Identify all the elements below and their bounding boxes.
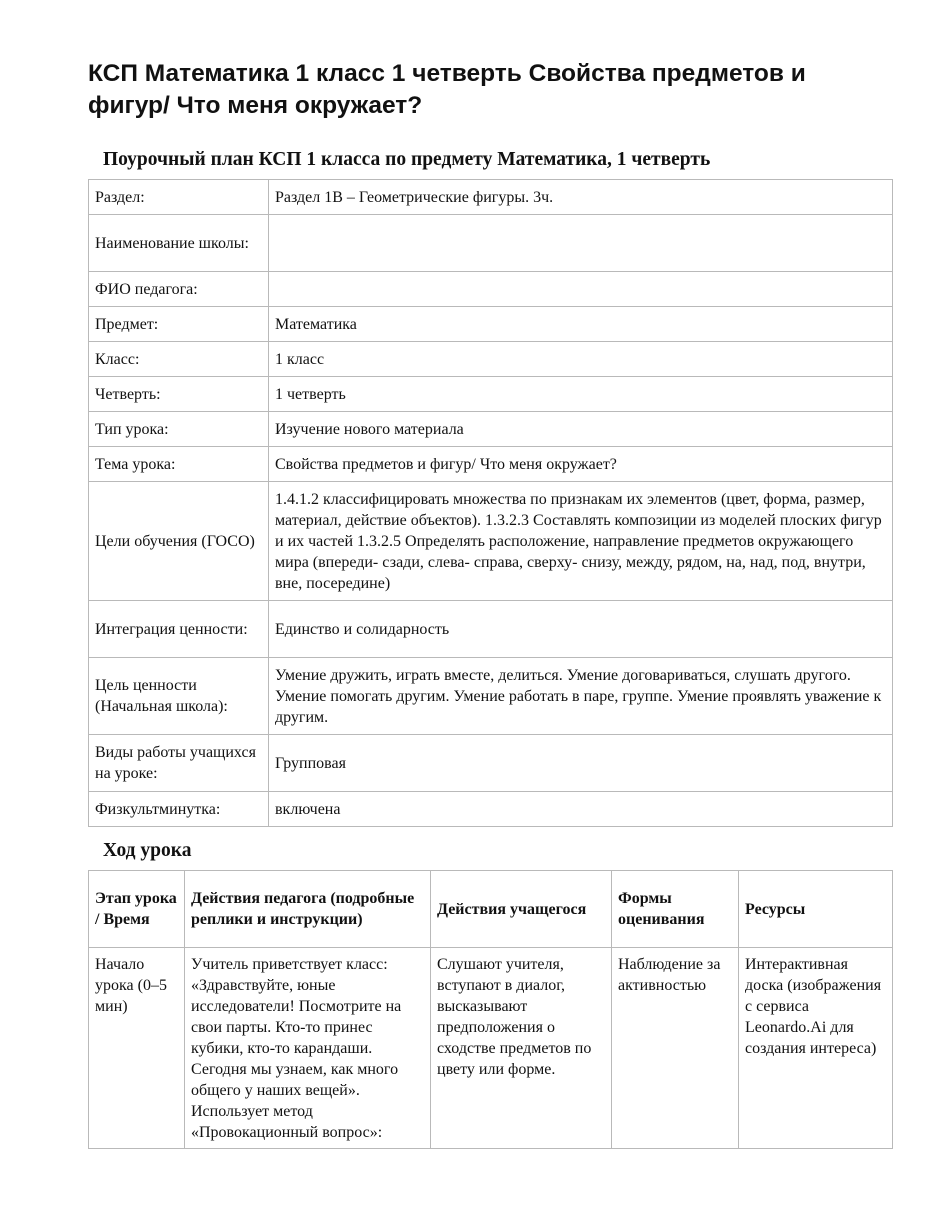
row-value: Математика xyxy=(269,307,893,342)
row-value: Единство и солидарность xyxy=(269,601,893,658)
row-label: Тема урока: xyxy=(89,447,269,482)
table-cell: Слушают учителя, вступают в диалог, высказывают предположения о сходстве предметов по цвету или форме. xyxy=(431,948,612,1149)
table-row xyxy=(89,658,893,735)
row-label: Класс: xyxy=(89,342,269,377)
row-value: 1.4.1.2 классифицировать множества по признакам их элементов (цвет, форма, размер, материал, действие объектов). 1.3.2.3 Составлять композиции из моделей плоских фигур и их частей 1.3.2.5 Определять расположение, направление предметов окружающего мира (впереди- сзади, слева- справа, сверху- снизу, между, рядом, на, над, под, внутри, вне, посередине) xyxy=(269,482,893,601)
row-value: 1 четверть xyxy=(269,377,893,412)
column-header: Формы оценивания xyxy=(612,871,739,948)
table-row xyxy=(89,272,893,307)
column-header: Ресурсы xyxy=(739,871,893,948)
table-cell: Учитель приветствует класс: «Здравствуйте, юные исследователи! Посмотрите на свои парты. Кто-то принес кубики, кто-то карандаши. Сегодня мы узнаем, как много общего у наших вещей». Использует метод «Провокационный вопрос»: xyxy=(185,948,431,1149)
column-header: Этап урока / Время xyxy=(89,871,185,948)
table-cell: Наблюдение за активностью xyxy=(612,948,739,1149)
row-label: Цели обучения (ГОСО) xyxy=(89,482,269,601)
row-value: Групповая xyxy=(269,735,893,792)
row-value: 1 класс xyxy=(269,342,893,377)
lesson-heading: Ход урока xyxy=(103,840,192,861)
row-value: Раздел 1В – Геометрические фигуры. 3ч. xyxy=(269,180,893,215)
page-title: КСП Математика 1 класс 1 четверть Свойства предметов и фигур/ Что меня окружает? xyxy=(88,60,806,119)
row-value: Умение дружить, играть вместе, делиться. Умение договариваться, слушать другого. Умение помогать другим. Умение работать в паре, группе. Умение проявлять уважение к другим. xyxy=(269,658,893,735)
row-label: ФИО педагога: xyxy=(89,272,269,307)
row-label: Физкультминутка: xyxy=(89,792,269,827)
table-row xyxy=(89,215,893,272)
table-cell: Интерактивная доска (изображения с сервиса Leonardo.Ai для создания интереса) xyxy=(739,948,893,1149)
table-row xyxy=(89,735,893,792)
table-row xyxy=(89,342,893,377)
table-row xyxy=(89,377,893,412)
column-header: Действия педагога (подробные реплики и инструкции) xyxy=(185,871,431,948)
table-row xyxy=(89,948,893,1149)
column-header: Действия учащегося xyxy=(431,871,612,948)
row-value: Свойства предметов и фигур/ Что меня окружает? xyxy=(269,447,893,482)
table-row xyxy=(89,447,893,482)
row-label: Раздел: xyxy=(89,180,269,215)
table-row xyxy=(89,792,893,827)
row-label: Наименование школы: xyxy=(89,215,269,272)
table-header-row xyxy=(89,871,893,948)
row-label: Цель ценности (Начальная школа): xyxy=(89,658,269,735)
table-row xyxy=(89,482,893,601)
plan-heading: Поурочный план КСП 1 класса по предмету Математика, 1 четверть xyxy=(103,149,711,170)
row-label: Интеграция ценности: xyxy=(89,601,269,658)
row-value: включена xyxy=(269,792,893,827)
row-label: Предмет: xyxy=(89,307,269,342)
row-value: Изучение нового материала xyxy=(269,412,893,447)
lesson-flow-table xyxy=(88,870,893,1149)
row-label: Тип урока: xyxy=(89,412,269,447)
row-label: Виды работы учащихся на уроке: xyxy=(89,735,269,792)
table-cell: Начало урока (0–5 мин) xyxy=(89,948,185,1149)
row-value xyxy=(269,215,893,272)
row-value xyxy=(269,272,893,307)
table-row xyxy=(89,307,893,342)
table-row xyxy=(89,412,893,447)
row-label: Четверть: xyxy=(89,377,269,412)
table-row xyxy=(89,601,893,658)
table-row xyxy=(89,180,893,215)
lesson-info-table xyxy=(88,179,893,827)
